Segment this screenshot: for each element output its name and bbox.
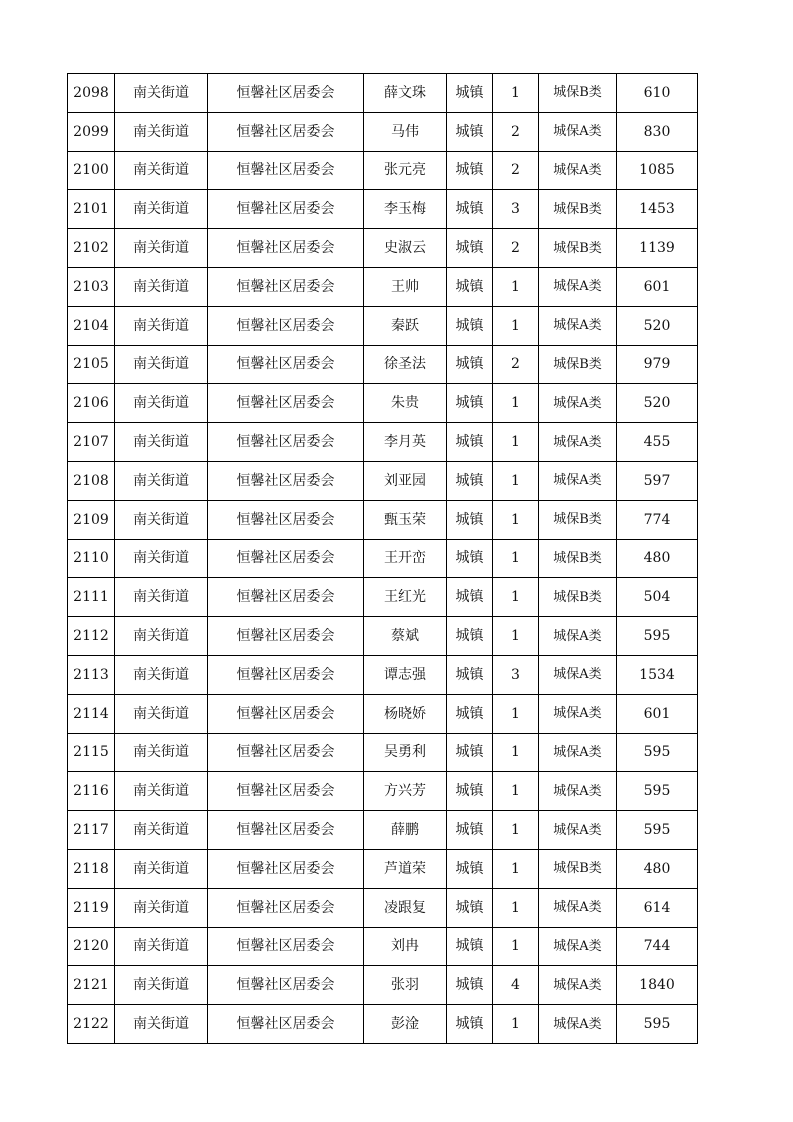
household-size-cell: 1 — [493, 927, 539, 966]
name-cell: 彭淦 — [364, 1005, 447, 1044]
household-size-cell: 1 — [493, 423, 539, 462]
committee-cell: 恒馨社区居委会 — [208, 694, 364, 733]
row-number-cell: 2116 — [68, 772, 115, 811]
area-type-cell: 城镇 — [447, 190, 493, 229]
row-number-cell: 2121 — [68, 966, 115, 1005]
row-number-cell: 2112 — [68, 617, 115, 656]
subdistrict-cell: 南关街道 — [115, 267, 208, 306]
row-number-cell: 2101 — [68, 190, 115, 229]
row-number-cell: 2105 — [68, 345, 115, 384]
subdistrict-cell: 南关街道 — [115, 888, 208, 927]
area-type-cell: 城镇 — [447, 811, 493, 850]
name-cell: 张羽 — [364, 966, 447, 1005]
category-cell: 城保A类 — [539, 461, 617, 500]
table-row — [68, 190, 698, 229]
amount-cell: 1139 — [617, 229, 698, 268]
name-cell: 王红光 — [364, 578, 447, 617]
row-number-cell: 2102 — [68, 229, 115, 268]
committee-cell: 恒馨社区居委会 — [208, 151, 364, 190]
category-cell: 城保A类 — [539, 617, 617, 656]
amount-cell: 979 — [617, 345, 698, 384]
category-cell: 城保A类 — [539, 694, 617, 733]
area-type-cell: 城镇 — [447, 888, 493, 927]
category-cell: 城保B类 — [539, 74, 617, 113]
amount-cell: 1453 — [617, 190, 698, 229]
committee-cell: 恒馨社区居委会 — [208, 772, 364, 811]
row-number-cell: 2118 — [68, 849, 115, 888]
amount-cell: 595 — [617, 733, 698, 772]
table-body — [68, 74, 698, 1044]
category-cell: 城保B类 — [539, 345, 617, 384]
household-size-cell: 1 — [493, 578, 539, 617]
row-number-cell: 2109 — [68, 500, 115, 539]
row-number-cell: 2119 — [68, 888, 115, 927]
subdistrict-cell: 南关街道 — [115, 500, 208, 539]
amount-cell: 480 — [617, 849, 698, 888]
household-size-cell: 2 — [493, 151, 539, 190]
row-number-cell: 2100 — [68, 151, 115, 190]
committee-cell: 恒馨社区居委会 — [208, 1005, 364, 1044]
area-type-cell: 城镇 — [447, 927, 493, 966]
name-cell: 薛鹏 — [364, 811, 447, 850]
name-cell: 秦跃 — [364, 306, 447, 345]
household-size-cell: 1 — [493, 888, 539, 927]
row-number-cell: 2110 — [68, 539, 115, 578]
area-type-cell: 城镇 — [447, 1005, 493, 1044]
name-cell: 王开峦 — [364, 539, 447, 578]
amount-cell: 610 — [617, 74, 698, 113]
subdistrict-cell: 南关街道 — [115, 229, 208, 268]
subdistrict-cell: 南关街道 — [115, 655, 208, 694]
category-cell: 城保A类 — [539, 384, 617, 423]
committee-cell: 恒馨社区居委会 — [208, 927, 364, 966]
subdistrict-cell: 南关街道 — [115, 306, 208, 345]
subdistrict-cell: 南关街道 — [115, 966, 208, 1005]
subdistrict-cell: 南关街道 — [115, 1005, 208, 1044]
amount-cell: 504 — [617, 578, 698, 617]
category-cell: 城保B类 — [539, 229, 617, 268]
category-cell: 城保A类 — [539, 888, 617, 927]
subdistrict-cell: 南关街道 — [115, 461, 208, 500]
subdistrict-cell: 南关街道 — [115, 74, 208, 113]
table-row — [68, 500, 698, 539]
committee-cell: 恒馨社区居委会 — [208, 306, 364, 345]
amount-cell: 595 — [617, 772, 698, 811]
subdistrict-cell: 南关街道 — [115, 617, 208, 656]
amount-cell: 830 — [617, 112, 698, 151]
area-type-cell: 城镇 — [447, 578, 493, 617]
table-row — [68, 966, 698, 1005]
category-cell: 城保B类 — [539, 578, 617, 617]
name-cell: 刘冉 — [364, 927, 447, 966]
area-type-cell: 城镇 — [447, 306, 493, 345]
row-number-cell: 2104 — [68, 306, 115, 345]
row-number-cell: 2098 — [68, 74, 115, 113]
committee-cell: 恒馨社区居委会 — [208, 733, 364, 772]
area-type-cell: 城镇 — [447, 733, 493, 772]
area-type-cell: 城镇 — [447, 772, 493, 811]
name-cell: 张元亮 — [364, 151, 447, 190]
table-row — [68, 733, 698, 772]
name-cell: 李月英 — [364, 423, 447, 462]
committee-cell: 恒馨社区居委会 — [208, 578, 364, 617]
table-row — [68, 306, 698, 345]
amount-cell: 480 — [617, 539, 698, 578]
area-type-cell: 城镇 — [447, 539, 493, 578]
amount-cell: 595 — [617, 1005, 698, 1044]
row-number-cell: 2120 — [68, 927, 115, 966]
household-size-cell: 1 — [493, 306, 539, 345]
area-type-cell: 城镇 — [447, 617, 493, 656]
table-row — [68, 74, 698, 113]
household-size-cell: 2 — [493, 112, 539, 151]
amount-cell: 1840 — [617, 966, 698, 1005]
amount-cell: 595 — [617, 811, 698, 850]
table-row — [68, 384, 698, 423]
amount-cell: 774 — [617, 500, 698, 539]
committee-cell: 恒馨社区居委会 — [208, 500, 364, 539]
name-cell: 马伟 — [364, 112, 447, 151]
row-number-cell: 2117 — [68, 811, 115, 850]
subdistrict-cell: 南关街道 — [115, 384, 208, 423]
table-row — [68, 655, 698, 694]
row-number-cell: 2107 — [68, 423, 115, 462]
table-row — [68, 539, 698, 578]
committee-cell: 恒馨社区居委会 — [208, 966, 364, 1005]
table-row — [68, 811, 698, 850]
area-type-cell: 城镇 — [447, 345, 493, 384]
committee-cell: 恒馨社区居委会 — [208, 345, 364, 384]
area-type-cell: 城镇 — [447, 229, 493, 268]
row-number-cell: 2114 — [68, 694, 115, 733]
subdistrict-cell: 南关街道 — [115, 849, 208, 888]
area-type-cell: 城镇 — [447, 694, 493, 733]
amount-cell: 1085 — [617, 151, 698, 190]
area-type-cell: 城镇 — [447, 966, 493, 1005]
area-type-cell: 城镇 — [447, 655, 493, 694]
household-size-cell: 1 — [493, 694, 539, 733]
amount-cell: 595 — [617, 617, 698, 656]
household-size-cell: 3 — [493, 190, 539, 229]
row-number-cell: 2099 — [68, 112, 115, 151]
name-cell: 谭志强 — [364, 655, 447, 694]
name-cell: 刘亚园 — [364, 461, 447, 500]
committee-cell: 恒馨社区居委会 — [208, 267, 364, 306]
household-size-cell: 1 — [493, 811, 539, 850]
category-cell: 城保A类 — [539, 112, 617, 151]
subdistrict-cell: 南关街道 — [115, 190, 208, 229]
assistance-roster-table — [67, 73, 698, 1044]
committee-cell: 恒馨社区居委会 — [208, 461, 364, 500]
committee-cell: 恒馨社区居委会 — [208, 888, 364, 927]
household-size-cell: 1 — [493, 267, 539, 306]
committee-cell: 恒馨社区居委会 — [208, 423, 364, 462]
area-type-cell: 城镇 — [447, 267, 493, 306]
category-cell: 城保A类 — [539, 772, 617, 811]
household-size-cell: 4 — [493, 966, 539, 1005]
household-size-cell: 1 — [493, 539, 539, 578]
name-cell: 芦道荣 — [364, 849, 447, 888]
committee-cell: 恒馨社区居委会 — [208, 539, 364, 578]
amount-cell: 520 — [617, 306, 698, 345]
row-number-cell: 2115 — [68, 733, 115, 772]
category-cell: 城保A类 — [539, 306, 617, 345]
subdistrict-cell: 南关街道 — [115, 423, 208, 462]
name-cell: 吴勇利 — [364, 733, 447, 772]
area-type-cell: 城镇 — [447, 849, 493, 888]
area-type-cell: 城镇 — [447, 384, 493, 423]
name-cell: 李玉梅 — [364, 190, 447, 229]
subdistrict-cell: 南关街道 — [115, 578, 208, 617]
table-row — [68, 112, 698, 151]
amount-cell: 614 — [617, 888, 698, 927]
subdistrict-cell: 南关街道 — [115, 112, 208, 151]
category-cell: 城保B类 — [539, 190, 617, 229]
table-row — [68, 617, 698, 656]
amount-cell: 601 — [617, 267, 698, 306]
household-size-cell: 1 — [493, 617, 539, 656]
category-cell: 城保B类 — [539, 539, 617, 578]
table-row — [68, 578, 698, 617]
subdistrict-cell: 南关街道 — [115, 151, 208, 190]
subdistrict-cell: 南关街道 — [115, 539, 208, 578]
household-size-cell: 1 — [493, 733, 539, 772]
committee-cell: 恒馨社区居委会 — [208, 655, 364, 694]
row-number-cell: 2111 — [68, 578, 115, 617]
row-number-cell: 2122 — [68, 1005, 115, 1044]
category-cell: 城保A类 — [539, 927, 617, 966]
area-type-cell: 城镇 — [447, 112, 493, 151]
household-size-cell: 2 — [493, 229, 539, 268]
name-cell: 甄玉荣 — [364, 500, 447, 539]
amount-cell: 1534 — [617, 655, 698, 694]
table-row — [68, 345, 698, 384]
table-row — [68, 267, 698, 306]
amount-cell: 520 — [617, 384, 698, 423]
committee-cell: 恒馨社区居委会 — [208, 190, 364, 229]
category-cell: 城保B类 — [539, 849, 617, 888]
table-row — [68, 694, 698, 733]
subdistrict-cell: 南关街道 — [115, 345, 208, 384]
amount-cell: 597 — [617, 461, 698, 500]
household-size-cell: 1 — [493, 74, 539, 113]
category-cell: 城保A类 — [539, 966, 617, 1005]
area-type-cell: 城镇 — [447, 461, 493, 500]
household-size-cell: 3 — [493, 655, 539, 694]
committee-cell: 恒馨社区居委会 — [208, 384, 364, 423]
row-number-cell: 2113 — [68, 655, 115, 694]
committee-cell: 恒馨社区居委会 — [208, 849, 364, 888]
row-number-cell: 2106 — [68, 384, 115, 423]
household-size-cell: 1 — [493, 500, 539, 539]
row-number-cell: 2103 — [68, 267, 115, 306]
household-size-cell: 1 — [493, 849, 539, 888]
category-cell: 城保A类 — [539, 267, 617, 306]
name-cell: 凌跟复 — [364, 888, 447, 927]
household-size-cell: 2 — [493, 345, 539, 384]
category-cell: 城保A类 — [539, 1005, 617, 1044]
category-cell: 城保A类 — [539, 151, 617, 190]
row-number-cell: 2108 — [68, 461, 115, 500]
table-row — [68, 461, 698, 500]
name-cell: 蔡斌 — [364, 617, 447, 656]
committee-cell: 恒馨社区居委会 — [208, 617, 364, 656]
area-type-cell: 城镇 — [447, 151, 493, 190]
household-size-cell: 1 — [493, 461, 539, 500]
area-type-cell: 城镇 — [447, 74, 493, 113]
name-cell: 杨晓娇 — [364, 694, 447, 733]
table-row — [68, 927, 698, 966]
name-cell: 薛文珠 — [364, 74, 447, 113]
area-type-cell: 城镇 — [447, 423, 493, 462]
household-size-cell: 1 — [493, 384, 539, 423]
table-row — [68, 888, 698, 927]
subdistrict-cell: 南关街道 — [115, 927, 208, 966]
name-cell: 朱贵 — [364, 384, 447, 423]
subdistrict-cell: 南关街道 — [115, 811, 208, 850]
category-cell: 城保A类 — [539, 423, 617, 462]
amount-cell: 455 — [617, 423, 698, 462]
committee-cell: 恒馨社区居委会 — [208, 74, 364, 113]
category-cell: 城保B类 — [539, 500, 617, 539]
committee-cell: 恒馨社区居委会 — [208, 229, 364, 268]
category-cell: 城保A类 — [539, 811, 617, 850]
name-cell: 方兴芳 — [364, 772, 447, 811]
name-cell: 史淑云 — [364, 229, 447, 268]
table-row — [68, 1005, 698, 1044]
area-type-cell: 城镇 — [447, 500, 493, 539]
name-cell: 徐圣法 — [364, 345, 447, 384]
category-cell: 城保A类 — [539, 733, 617, 772]
table-row — [68, 151, 698, 190]
table-row — [68, 772, 698, 811]
amount-cell: 601 — [617, 694, 698, 733]
table-row — [68, 423, 698, 462]
subdistrict-cell: 南关街道 — [115, 733, 208, 772]
household-size-cell: 1 — [493, 1005, 539, 1044]
household-size-cell: 1 — [493, 772, 539, 811]
table-row — [68, 229, 698, 268]
category-cell: 城保A类 — [539, 655, 617, 694]
amount-cell: 744 — [617, 927, 698, 966]
table-row — [68, 849, 698, 888]
subdistrict-cell: 南关街道 — [115, 772, 208, 811]
name-cell: 王帅 — [364, 267, 447, 306]
committee-cell: 恒馨社区居委会 — [208, 112, 364, 151]
subdistrict-cell: 南关街道 — [115, 694, 208, 733]
committee-cell: 恒馨社区居委会 — [208, 811, 364, 850]
